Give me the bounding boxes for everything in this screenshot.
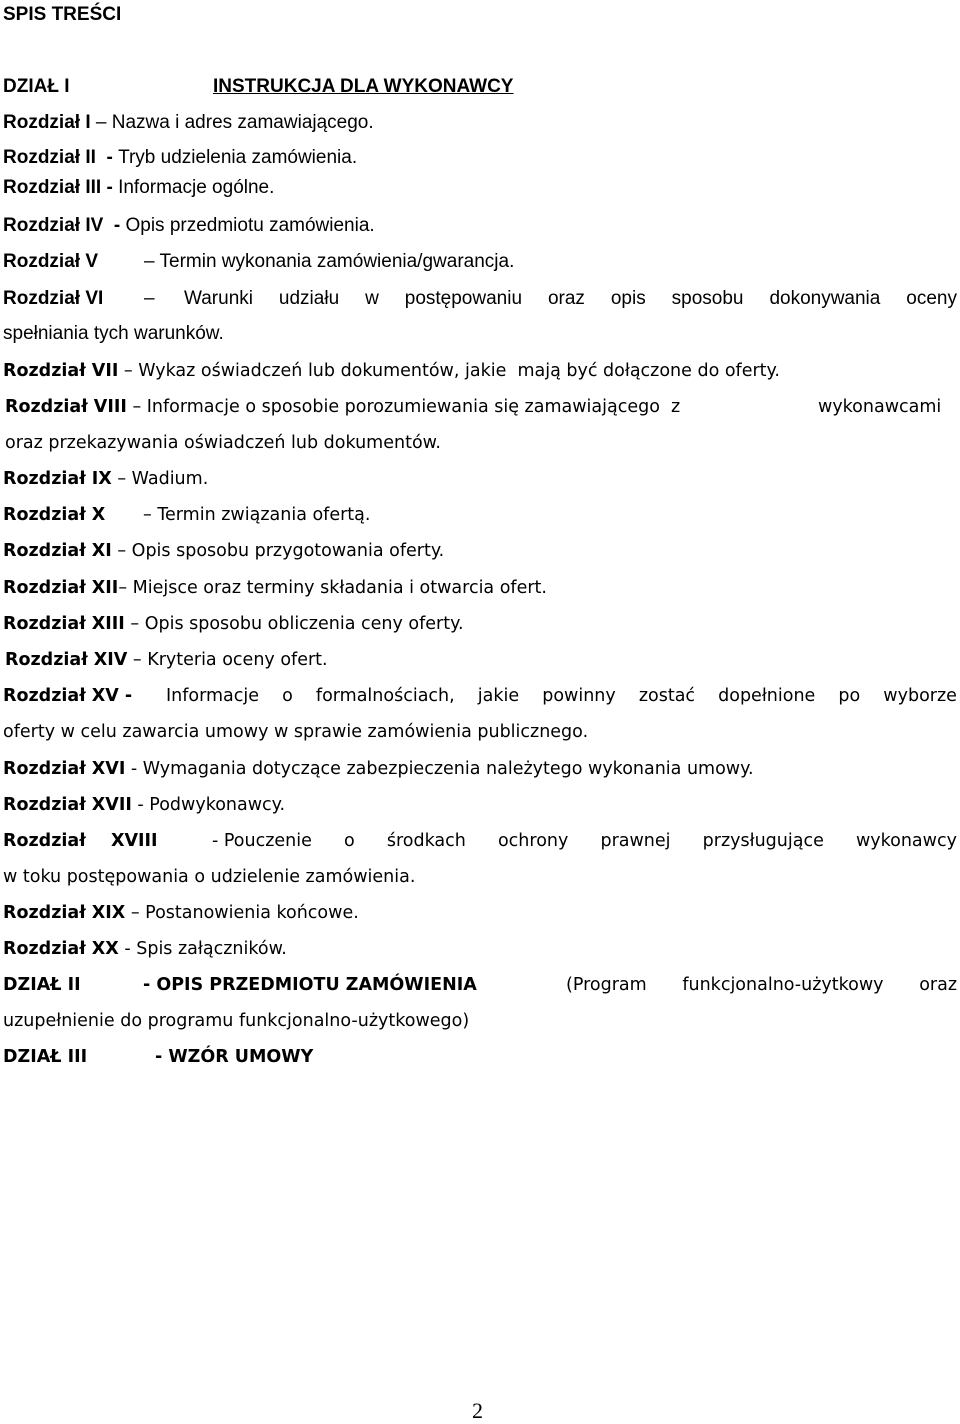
toc-entry-text: Informacje ogólne. [118, 177, 275, 198]
toc-entry-text: Opis przedmiotu zamówienia. [125, 215, 375, 236]
toc-entry-18-label-2: XVIII [111, 831, 158, 851]
word: udziału [278, 288, 340, 309]
toc-entry-label: Rozdział XII [3, 578, 119, 598]
word: oceny [906, 288, 957, 309]
toc-entry-text: - Wymagania dotyczące zabezpieczenia należytego wykonania umowy. [125, 759, 754, 779]
word: prawnej [600, 831, 671, 851]
dzial-1-title: INSTRUKCJA DLA WYKONAWCY [213, 76, 514, 97]
toc-entry-text: – Kryteria oceny ofert. [127, 650, 328, 670]
toc-entry-text: – Miejsce oraz terminy składania i otwarcia ofert. [118, 578, 547, 598]
toc-entry-20 [3, 937, 287, 961]
toc-entry-label: Rozdział XIII [3, 614, 125, 634]
word: o [282, 686, 293, 706]
toc-entry-label: Rozdział XIX [3, 903, 126, 923]
dzial-2-title: - OPIS PRZEDMIOTU ZAMÓWIENIA [143, 975, 477, 995]
word: Warunki [184, 288, 253, 309]
word: jakie [477, 686, 520, 706]
word: Informacje [166, 686, 260, 706]
toc-entry-label: Rozdział VIII [5, 397, 127, 417]
toc-entry-15-text [166, 684, 957, 708]
toc-entry-label: Rozdział XX [3, 939, 119, 959]
toc-entry-18-label-1: Rozdział [3, 831, 86, 851]
toc-entry-separator: - [95, 147, 119, 168]
toc-entry-9 [3, 467, 208, 491]
toc-entry-15-continuation: oferty w celu zawarcia umowy w sprawie zamówienia publicznego. [3, 722, 589, 742]
dzial-3-title: - WZÓR UMOWY [155, 1047, 314, 1067]
toc-entry-6-separator: – [144, 288, 155, 309]
toc-entry-10-text: – Termin związania ofertą. [143, 505, 371, 525]
word: zostać [638, 686, 696, 706]
toc-entry-text: – Opis sposobu przygotowania oferty. [111, 541, 445, 561]
word: - Pouczenie [212, 831, 312, 851]
toc-entry-6-continuation: spełniania tych warunków. [3, 323, 224, 344]
toc-entry-label: Rozdział IV [3, 215, 104, 236]
toc-entry-6-label: Rozdział VI [3, 288, 104, 309]
word: (Program [566, 975, 647, 995]
word: wyborze [883, 686, 957, 706]
page-title: SPIS TREŚCI [3, 4, 122, 25]
toc-entry-11 [3, 539, 444, 563]
dzial-1-label: DZIAŁ I [3, 76, 70, 97]
toc-entry-label: Rozdział VII [3, 361, 119, 381]
toc-entry-15-label: Rozdział XV - [3, 686, 133, 706]
toc-entry-text: – Informacje o sposobie porozumiewania się zamawiającego z [126, 397, 681, 417]
toc-entry-text: - Spis załączników. [118, 939, 287, 959]
toc-entry-text: - Podwykonawcy. [131, 795, 286, 815]
word: dokonywania [769, 288, 881, 309]
toc-entry-8-continuation: oraz przekazywania oświadczeń lub dokumentów. [5, 433, 441, 453]
word: dopełnione [718, 686, 816, 706]
word: postępowaniu [404, 288, 523, 309]
toc-entry-5-label: Rozdział V [3, 251, 99, 272]
toc-entry-label: Rozdział XVII [3, 795, 132, 815]
toc-entry-8-tail: wykonawcami [818, 397, 942, 417]
word: środkach [386, 831, 466, 851]
toc-entry-18-text [212, 829, 957, 853]
toc-entry-separator: – [144, 251, 160, 272]
dzial-3-label: DZIAŁ III [3, 1047, 88, 1067]
word: oraz [919, 975, 957, 995]
dzial-2-continuation: uzupełnienie do programu funkcjonalno-użytkowego) [3, 1011, 470, 1031]
toc-entry-4 [3, 214, 375, 238]
toc-entry-text: – Wykaz oświadczeń lub dokumentów, jakie mają być dołączone do oferty. [118, 361, 780, 381]
dzial-2-label: DZIAŁ II [3, 975, 81, 995]
toc-entry-text: – Wadium. [111, 469, 209, 489]
toc-entry-text: Termin wykonania zamówienia/gwarancja. [159, 251, 515, 272]
toc-entry-3 [3, 176, 274, 200]
toc-entry-label: Rozdział XI [3, 541, 112, 561]
dzial-2-note [566, 973, 957, 997]
toc-entry-text: – Postanowienia końcowe. [125, 903, 359, 923]
toc-entry-label: Rozdział XVI [3, 759, 126, 779]
toc-entry-13 [3, 612, 464, 636]
toc-entry-text: Nazwa i adres zamawiającego. [111, 112, 374, 133]
toc-entry-separator: – [90, 112, 112, 133]
word: sposobu [671, 288, 744, 309]
word: ochrony [497, 831, 569, 851]
toc-entry-10-label: Rozdział X [3, 505, 106, 525]
toc-entry-1 [3, 111, 374, 135]
word: opis [610, 288, 646, 309]
page-number: 2 [472, 1398, 483, 1423]
word: funkcjonalno-użytkowy [682, 975, 884, 995]
toc-entry-text: – Opis sposobu obliczenia ceny oferty. [124, 614, 464, 634]
toc-entry-5 [144, 250, 514, 274]
toc-entry-label: Rozdział I [3, 112, 91, 133]
toc-entry-19 [3, 901, 359, 925]
word: wykonawcy [855, 831, 957, 851]
toc-entry-16 [3, 757, 754, 781]
toc-entry-label: Rozdział IX [3, 469, 112, 489]
toc-entry-label: Rozdział II [3, 147, 96, 168]
toc-entry-separator: - [103, 215, 126, 236]
word: o [344, 831, 355, 851]
word: powinny [542, 686, 616, 706]
toc-entry-2 [3, 146, 357, 170]
toc-entry-14 [5, 648, 328, 672]
toc-entry-17 [3, 793, 285, 817]
word: w [365, 288, 379, 309]
toc-entry-label: Rozdział XIV [5, 650, 128, 670]
toc-entry-8 [5, 395, 680, 419]
toc-entry-12 [3, 576, 547, 600]
toc-entry-18-continuation: w toku postępowania o udzielenie zamówienia. [3, 867, 416, 887]
word: formalnościach, [315, 686, 455, 706]
word: przysługujące [702, 831, 824, 851]
toc-entry-6-text [184, 287, 957, 311]
word: oraz [547, 288, 585, 309]
toc-entry-text: Tryb udzielenia zamówienia. [118, 147, 358, 168]
toc-entry-7 [3, 359, 780, 383]
toc-entry-separator: - [101, 177, 119, 198]
word: po [838, 686, 861, 706]
toc-entry-label: Rozdział III [3, 177, 102, 198]
